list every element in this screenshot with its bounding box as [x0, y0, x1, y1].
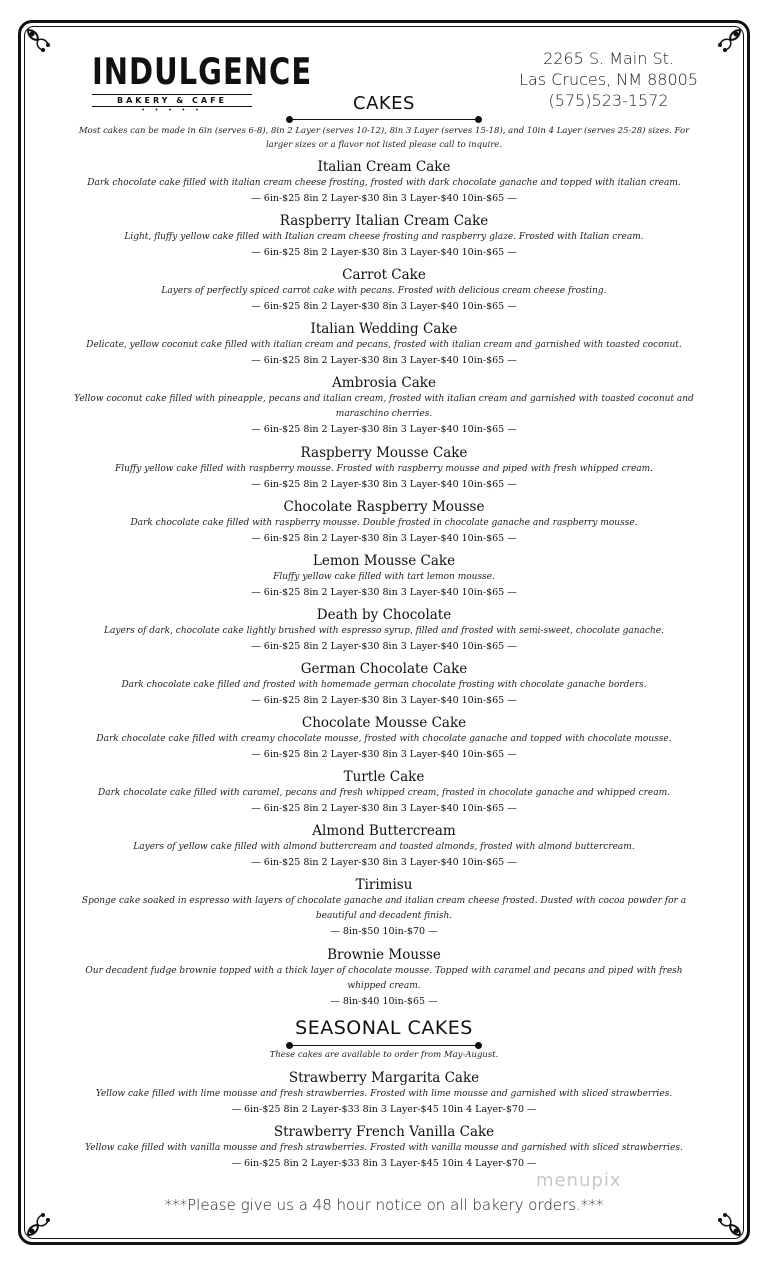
menu-item-name: Ambrosia Cake	[332, 375, 436, 391]
menu-item-name: Brownie Mousse	[327, 947, 441, 963]
address-city: Las Cruces, NM 88005	[519, 70, 698, 89]
menu-item	[66, 714, 702, 762]
menu-item-description: Layers of perfectly spiced carrot cake with pecans. Frosted with delicious cream cheese frosting.	[161, 286, 607, 296]
seasonal-title: SEASONAL CAKES	[295, 1017, 473, 1039]
menu-item-name: Raspberry Mousse Cake	[300, 445, 468, 461]
cakes-intro: Most cakes can be made in 6in (serves 6-8), 8in 2 Layer (serves 10-12), 8in 3 Layer (serves 15-18), and 10in 4 Layer (serves 25-28) sizes. For larger sizes or a flavor not listed please call to inquire.	[78, 126, 690, 150]
brand-name: INDULGENCE	[92, 50, 313, 93]
watermark: menupix	[536, 1170, 622, 1191]
menu-item-description: Dark chocolate cake filled with creamy chocolate mousse, frosted with chocolate ganache and topped with chocolate mousse.	[96, 734, 672, 744]
menu-item-name: Carrot Cake	[342, 267, 426, 283]
menu-item	[66, 822, 702, 870]
menu-item-price: — 6in-$25 8in 2 Layer-$30 8in 3 Layer-$40 10in-$65 —	[251, 857, 517, 868]
menu-item-description: Dark chocolate cake filled and frosted with homemade german chocolate frosting with chocolate ganache borders.	[121, 680, 647, 690]
flourish-corner-icon	[24, 26, 54, 56]
menu-item	[66, 768, 702, 816]
menu-item	[66, 946, 702, 1009]
brand-subtitle: BAKERY & CAFE	[116, 96, 227, 105]
menu-item-name: Strawberry French Vanilla Cake	[273, 1124, 495, 1140]
flourish-corner-icon	[714, 26, 744, 56]
menu-item-name: Lemon Mousse Cake	[312, 553, 456, 569]
menu-item-price: — 6in-$25 8in 2 Layer-$30 8in 3 Layer-$40 10in-$65 —	[251, 424, 517, 435]
menu-item-price: — 6in-$25 8in 2 Layer-$30 8in 3 Layer-$40 10in-$65 —	[251, 641, 517, 652]
menu-item-name: Turtle Cake	[343, 769, 425, 785]
cakes-title-rule	[286, 116, 482, 124]
menu-item	[66, 158, 702, 206]
menu-item	[66, 444, 702, 492]
menu-item-name: Chocolate Mousse Cake	[301, 715, 467, 731]
menu-item-description: Yellow cake filled with vanilla mousse and fresh strawberries. Frosted with vanilla mousse and garnished with sliced strawberries.	[85, 1143, 683, 1153]
menu-item-description: Yellow coconut cake filled with pineapple, pecans and italian cream, frosted with italian cream and garnished with toasted coconut and maraschino cherries.	[74, 394, 694, 419]
menu-item-description: Delicate, yellow coconut cake filled with italian cream and pecans, frosted with italian cream and garnished with toasted coconut.	[86, 340, 682, 350]
menu-item	[66, 498, 702, 546]
menu-item	[66, 266, 702, 314]
menu-item-name: Italian Cream Cake	[317, 159, 451, 175]
menu-item-price: — 8in-$40 10in-$65 —	[330, 996, 438, 1007]
menu-item-price: — 6in-$25 8in 2 Layer-$30 8in 3 Layer-$40 10in-$65 —	[251, 247, 517, 258]
address-street: 2265 S. Main St.	[543, 49, 674, 68]
menu-item-price: — 6in-$25 8in 2 Layer-$30 8in 3 Layer-$40 10in-$65 —	[251, 301, 517, 312]
menu-item	[66, 212, 702, 260]
menu-item-price: — 6in-$25 8in 2 Layer-$30 8in 3 Layer-$40 10in-$65 —	[251, 695, 517, 706]
menu-item-price: — 6in-$25 8in 2 Layer-$30 8in 3 Layer-$40 10in-$65 —	[251, 533, 517, 544]
menu-item-price: — 8in-$50 10in-$70 —	[330, 926, 438, 937]
seasonal-intro: These cakes are available to order from May-August.	[269, 1050, 499, 1060]
menu-item	[66, 320, 702, 368]
menu-item-name: Tirimisu	[355, 877, 413, 893]
menu-item-description: Layers of dark, chocolate cake lightly brushed with espresso syrup, filled and frosted with semi-sweet, chocolate ganache.	[104, 626, 664, 636]
menu-item	[66, 1069, 702, 1117]
menu-item	[66, 552, 702, 600]
menu-item-name: Italian Wedding Cake	[310, 321, 458, 337]
menu-item	[66, 374, 702, 437]
menu-item-price: — 6in-$25 8in 2 Layer-$30 8in 3 Layer-$40 10in-$65 —	[251, 355, 517, 366]
menu-item-description: Yellow cake filled with lime mousse and fresh strawberries. Frosted with lime mousse and garnished with sliced strawberries.	[95, 1089, 673, 1099]
menu-item-name: Almond Buttercream	[312, 823, 456, 839]
menu-item-price: — 6in-$25 8in 2 Layer-$30 8in 3 Layer-$40 10in-$65 —	[251, 587, 517, 598]
menu-item-description: Dark chocolate cake filled with caramel, pecans and fresh whipped cream, frosted in chocolate ganache and whipped cream.	[98, 788, 670, 798]
menu-item-description: Dark chocolate cake filled with italian cream cheese frosting, frosted with dark chocolate ganache and topped with italian cream.	[87, 178, 681, 188]
menu-item-price: — 6in-$25 8in 2 Layer-$33 8in 3 Layer-$45 10in 4 Layer-$70 —	[231, 1158, 537, 1169]
cakes-title: CAKES	[353, 93, 415, 114]
brand-dots: • • • • •	[141, 107, 203, 114]
menu-item-name: Raspberry Italian Cream Cake	[279, 213, 489, 229]
menu-item	[66, 1123, 702, 1171]
menu-item-price: — 6in-$25 8in 2 Layer-$30 8in 3 Layer-$40 10in-$65 —	[251, 193, 517, 204]
menu-item-price: — 6in-$25 8in 2 Layer-$30 8in 3 Layer-$40 10in-$65 —	[251, 749, 517, 760]
menu-item-price: — 6in-$25 8in 2 Layer-$30 8in 3 Layer-$40 10in-$65 —	[251, 803, 517, 814]
menu-item-description: Light, fluffy yellow cake filled with Italian cream cheese frosting and raspberry glaze. Frosted with Italian cream.	[124, 232, 644, 242]
menu-item	[66, 660, 702, 708]
menu-item	[66, 606, 702, 654]
address-phone: (575)523-1572	[548, 91, 669, 110]
menu-item-description: Fluffy yellow cake filled with tart lemon mousse.	[273, 572, 495, 582]
menu-item-name: Chocolate Raspberry Mousse	[283, 499, 485, 515]
menu-item-name: German Chocolate Cake	[300, 661, 468, 677]
menu-item	[66, 876, 702, 939]
menu-item-description: Layers of yellow cake filled with almond buttercream and toasted almonds, frosted with almond buttercream.	[133, 842, 635, 852]
menu-item-name: Strawberry Margarita Cake	[288, 1070, 480, 1086]
order-notice: ***Please give us a 48 hour notice on all bakery orders.***	[164, 1196, 604, 1214]
menu-item-description: Fluffy yellow cake filled with raspberry mousse. Frosted with raspberry mousse and piped with fresh whipped cream.	[114, 464, 654, 474]
menu-item-price: — 6in-$25 8in 2 Layer-$30 8in 3 Layer-$40 10in-$65 —	[251, 479, 517, 490]
menu-item-description: Dark chocolate cake filled with raspberry mousse. Double frosted in chocolate ganache and raspberry mousse.	[130, 518, 638, 528]
menu-item-price: — 6in-$25 8in 2 Layer-$33 8in 3 Layer-$45 10in 4 Layer-$70 —	[231, 1104, 537, 1115]
menu-item-name: Death by Chocolate	[316, 607, 452, 623]
menu-item-description: Our decadent fudge brownie topped with a thick layer of chocolate mousse. Topped with caramel and pecans and piped with fresh whipped cream.	[85, 966, 683, 991]
menu-item-description: Sponge cake soaked in espresso with layers of chocolate ganache and italian cream cheese frosted. Dusted with cocoa powder for a beautiful and decadent finish.	[81, 896, 687, 921]
